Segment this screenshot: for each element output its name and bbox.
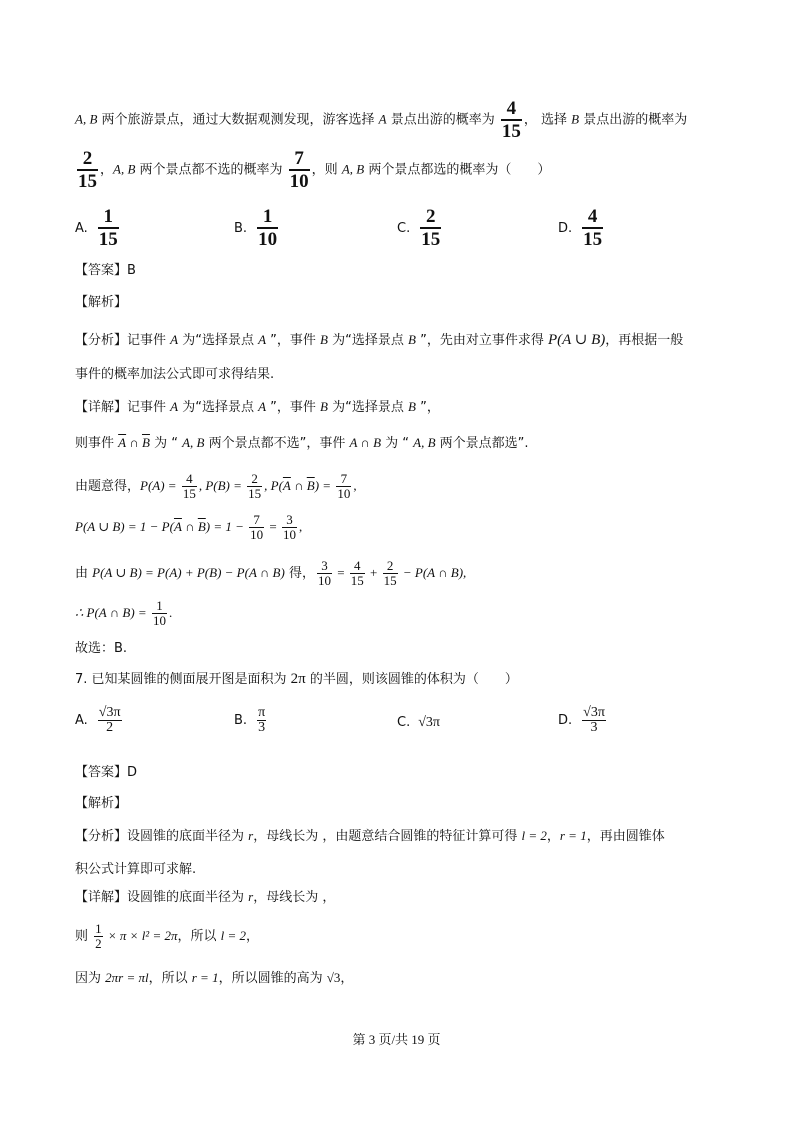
var-bar: $\overline{B}$ [306,478,315,493]
text: ，再根据一般 [605,333,684,348]
var: B [408,332,416,347]
q7-yin-line [75,969,353,988]
fraction-den: 10 [152,613,166,628]
fraction-den: 15 [350,573,364,588]
q7-option-b[interactable] [234,706,268,735]
var: A [170,399,179,414]
q6-option-a[interactable] [75,206,121,250]
math-expr: , P( [264,478,283,493]
math-expr: r = 1 [191,970,219,985]
math-expr: P(A ∪ B) [547,332,606,348]
option-value: √3π [418,715,440,730]
text: 为“选择景点 [178,333,259,348]
text: 【分析】设圆锥的底面半径为 [75,829,249,844]
q7-ze-line [75,922,259,951]
text: 为 “ [149,436,183,451]
fraction-num: 7 [289,148,310,171]
text: ，母线长为 ，由题意结合圆锥的特征计算可得 [253,829,522,844]
q6-option-b[interactable] [234,206,280,250]
fraction-den: 2 [106,720,114,735]
text: 则 [75,929,93,944]
var: A [258,399,267,414]
option-label: A. [75,220,88,236]
fraction-num: 1 [257,206,278,229]
text: ，所以 [177,929,221,944]
q6-then-line [75,434,529,453]
var: A, B [75,111,98,127]
q7-option-c[interactable] [397,715,440,731]
option-label: D. [558,220,573,236]
q7-analysis-heading: 【解析】 [75,796,128,811]
math-expr: × π × l² = 2π [104,928,178,943]
option-label: B. [234,220,248,236]
math-expr: l = 2 [521,828,547,843]
q7-fenxi-line1 [75,827,665,846]
fraction-num: 1 [95,921,102,936]
text: 两个景点都选”. [435,436,529,451]
fraction [282,513,297,542]
fraction [317,559,332,588]
var: A, B [182,435,205,450]
var: B [320,332,328,347]
fraction-num: 4 [501,98,522,121]
text: ， [546,829,560,844]
q7-xiangjie-line1 [75,888,335,907]
text: ， [246,929,260,944]
q6-answer: 【答案】B [75,263,136,278]
fraction-num: 4 [582,206,603,229]
option-label: C. [397,715,411,730]
text: 由 [75,566,93,581]
math-expr: P(A) = [140,478,180,493]
q6-stem-line1 [75,98,687,142]
fraction [182,472,197,501]
q6-fenxi-line2: 事件的概率加法公式即可求得结果. [75,367,275,382]
math-expr: − P(A ∩ B), [399,565,467,580]
text: 为 “ [381,436,414,451]
text: 因为 [75,971,106,986]
op: + [366,565,381,580]
text: 景点出游的概率为 [579,112,688,128]
q6-union-line [75,513,302,542]
text: ”，先由对立事件求得 [415,333,548,348]
option-label: B. [234,713,248,728]
q7-fenxi-line2: 积公式计算即可求解. [75,862,197,877]
text: 两个景点都不选”，事件 [204,436,350,451]
text: 为“选择景点 [178,400,259,415]
fraction-num: 2 [247,472,262,487]
text: ，所以圆锥的高为 [218,971,327,986]
text: 【分析】记事件 [75,333,171,348]
fraction-den: 10 [282,527,296,542]
var: A [170,332,179,347]
text: ，再由圆锥体 [586,829,665,844]
option-fraction [420,206,441,250]
q7-answer: 【答案】D [75,765,138,780]
var: r [248,889,254,904]
option-label: C. [397,220,411,236]
math-expr: , P(B) = [198,478,246,493]
text: 两个旅游景点，通过大数据观测发现，游客选择 [97,112,379,128]
math-expr: P(A ∪ B) = 1 − P( [75,519,174,534]
fraction-num: 4 [182,472,197,487]
math-expr: r = 1 [559,828,587,843]
q6-xiangjie-line1 [75,398,440,417]
fraction-none [289,148,310,192]
math-expr: √3 [326,970,341,985]
fraction [152,599,167,628]
fraction-pa [501,98,522,142]
fraction-num: 3 [317,559,332,574]
text: 【详解】设圆锥的底面半径为 [75,890,249,905]
q6-fenxi-line1 [75,331,683,350]
text: 景点出游的概率为 [386,112,499,128]
text: 由题意得， [75,479,141,494]
fraction-den: 15 [182,486,196,501]
fraction-den: 10 [250,527,264,542]
fraction-num: π [258,705,266,720]
math-expr: ∴ P(A ∩ B) = [75,605,150,620]
fraction-num: √3π [583,705,605,720]
var: r [248,828,254,843]
option-label: D. [558,713,573,728]
fraction-num: 2 [420,206,441,229]
text: 7. 已知某圆锥的侧面展开图是面积为 [75,672,291,687]
page-footer: 第 3 页/共 19 页 [352,1032,441,1047]
text: ，所以 [148,971,192,986]
text: 的半圆，则该圆锥的体积为（ ） [305,672,518,687]
math-expr: P(A ∪ B) = P(A) + P(B) − P(A ∩ B) [92,565,285,580]
text: 则事件 [75,436,119,451]
text: 为“选择景点 [328,333,408,348]
option-fraction [98,206,119,250]
var: B [571,111,580,127]
math-expr: 2π [290,671,306,687]
fraction-den: 3 [590,720,598,735]
fraction-num: 7 [336,472,351,487]
op: ∩ [126,435,142,450]
op: = [266,519,280,534]
text: 得， [284,566,315,581]
fraction-num: √3π [98,705,121,720]
var: A, B [113,161,136,177]
fraction [94,922,103,951]
option-fraction [98,706,122,735]
fraction [247,472,262,501]
q6-analysis-heading: 【解析】 [75,295,128,310]
var: B [408,399,416,414]
op: ∩ [181,519,198,534]
option-fraction [582,706,606,735]
op: = [333,565,348,580]
fraction-den: 2 [95,936,102,951]
math-expr: ) = [314,478,335,493]
text: , [353,478,357,493]
var-bar: $\overline{A}$ [282,478,291,493]
fraction-num: 1 [152,599,167,614]
fraction-den: 3 [258,720,266,735]
fraction-den: 15 [583,229,603,250]
fraction [350,559,365,588]
var: A [378,111,387,127]
text: ”，事件 [266,400,321,415]
fraction-den: 10 [337,486,351,501]
option-fraction [582,206,603,250]
fraction-den: 10 [289,171,309,192]
var-bar: $\overline{A}$ [173,519,182,534]
text: ，母线长为 ， [253,890,336,905]
math-expr: ) = 1 − [205,519,248,534]
q7-option-d[interactable] [558,706,608,735]
fraction-den: 10 [258,229,278,250]
fraction-den: 15 [501,121,521,142]
text: ， 选择 [523,112,572,128]
math-expr: l = 2 [220,928,247,943]
q7-option-a[interactable] [75,706,124,735]
text: 【详解】记事件 [75,400,171,415]
option-fraction [257,706,266,735]
math-expr: A ∩ B [349,435,382,450]
var-bar: $\overline{B}$ [197,519,206,534]
fraction-den: 15 [78,171,97,192]
q6-option-c[interactable] [397,206,443,250]
text: 两个景点都选的概率为（ ） [364,162,551,178]
text: 两个景点都不选的概率为 [135,162,287,178]
q6-therefore-line [75,599,172,628]
q6-given-line [75,472,357,501]
var: A, B [341,161,365,177]
fraction-num: 2 [383,559,398,574]
text: ， [100,162,114,178]
math-expr: 2πr = πl [105,970,149,985]
fraction-num: 2 [77,148,98,171]
var-bar: $\overline{A}$ [118,435,127,450]
fraction-den: 10 [317,573,331,588]
fraction-den: 15 [98,229,118,250]
q6-from-line [75,559,466,588]
fraction [383,559,398,588]
fraction-num: 1 [98,206,119,229]
text: ， [340,971,354,986]
fraction-num: 3 [282,513,297,528]
text: ”，事件 [266,333,321,348]
var: A, B [413,435,436,450]
option-label: A. [75,713,88,728]
q6-stem-line2 [75,148,550,192]
var: A [258,332,267,347]
option-fraction [257,206,278,250]
fraction [249,513,264,542]
q6-option-d[interactable] [558,206,605,250]
fraction-num: 7 [249,513,264,528]
fraction-num: 4 [350,559,365,574]
fraction-den: 15 [248,486,262,501]
var-bar: $\overline{B}$ [141,435,150,450]
text: ，则 [311,162,342,178]
fraction-pb [77,148,98,192]
text: 为“选择景点 [328,400,408,415]
text: , [298,519,303,534]
text: . [168,605,173,620]
var: B [320,399,328,414]
fraction-den: 15 [383,573,397,588]
fraction [336,472,351,501]
q7-stem [75,670,518,689]
fraction-den: 15 [421,229,441,250]
q6-choose: 故选：B. [75,641,128,656]
op: ∩ [290,478,307,493]
text: ”， [415,400,440,415]
